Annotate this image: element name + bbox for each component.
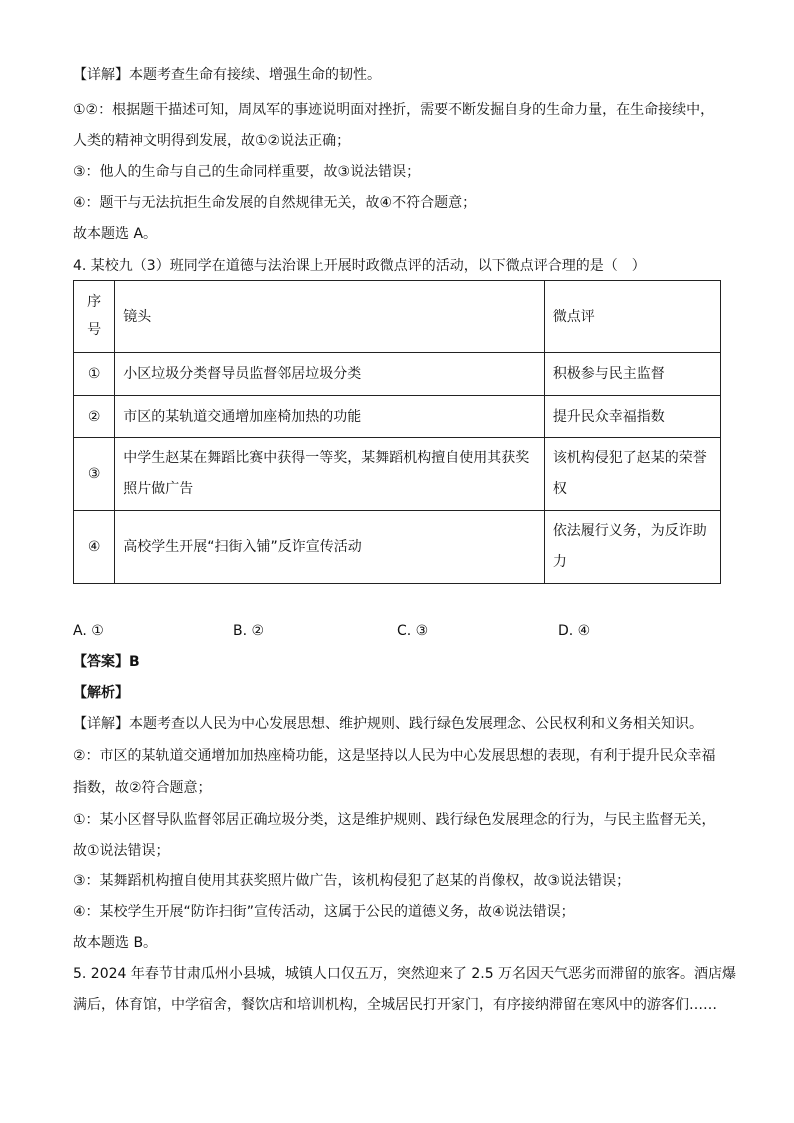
question-4-table (73, 280, 721, 584)
text-line: 满后，体育馆，中学宿舍，餐饮店和培训机构，全城居民打开家门，有序接纳滞留在寒风中的游客们…… (73, 997, 717, 1013)
row-scene: 中学生赵某在舞蹈比赛中获得一等奖，某舞蹈机构擅自使用其获奖照片做广告 (115, 438, 545, 511)
text-line: ①②：根据题干描述可知，周凤军的事迹说明面对挫折，需要不断发掘自身的生命力量，在生命接续中， (73, 102, 715, 118)
option-c: C. ③ (397, 623, 429, 639)
table-row (74, 511, 721, 584)
analysis-label: 【解析】 (73, 685, 129, 701)
row-comment: 积极参与民主监督 (544, 353, 720, 396)
text-line: 【详解】本题考查以人民为中心发展思想、维护规则、践行绿色发展理念、公民权利和义务相关知识。 (73, 716, 703, 732)
header-comment: 微点评 (544, 281, 720, 353)
row-comment: 该机构侵犯了赵某的荣誉权 (544, 438, 720, 511)
text-line: 【详解】本题考查生命有接续、增强生命的韧性。 (73, 67, 381, 83)
text-line: ①：某小区督导队监督邻居正确垃圾分类，这是维护规则、践行绿色发展理念的行为，与民主监督无关， (73, 812, 716, 828)
answer-label: 【答案】B (73, 654, 140, 670)
option-d: D. ④ (558, 623, 591, 639)
header-scene: 镜头 (115, 281, 545, 353)
table-row (74, 396, 721, 438)
text-line: 故①说法错误； (73, 843, 170, 859)
text-line: ③：他人的生命与自己的生命同样重要，故③说法错误； (73, 164, 421, 180)
row-comment: 提升民众幸福指数 (544, 396, 720, 438)
row-comment: 依法履行义务，为反诈助力 (544, 511, 720, 584)
table-row (74, 438, 721, 511)
row-num: ② (74, 396, 115, 438)
text-line: 故本题选 A。 (73, 226, 158, 242)
text-line: 指数，故②符合题意； (73, 780, 212, 796)
option-a: A. ① (73, 623, 104, 639)
text-line: 故本题选 B。 (73, 935, 158, 951)
question-4-stem: 4. 某校九（3）班同学在道德与法治课上开展时政微点评的活动，以下微点评合理的是（ ） (73, 258, 646, 274)
header-num: 序号 (74, 281, 115, 353)
text-line: ④：某校学生开展“防诈扫街”宣传活动，这属于公民的道德义务，故④说法错误； (73, 904, 575, 920)
row-scene: 市区的某轨道交通增加座椅加热的功能 (115, 396, 545, 438)
row-num: ③ (74, 438, 115, 511)
row-scene: 高校学生开展“扫街入铺”反诈宣传活动 (115, 511, 545, 584)
text-line: ④：题干与无法抗拒生命发展的自然规律无关，故④不符合题意； (73, 195, 477, 211)
text-line: 人类的精神文明得到发展，故①②说法正确； (73, 133, 351, 149)
question-5-stem: 5. 2024 年春节甘肃瓜州小县城，城镇人口仅五万，突然迎来了 2.5 万名因天气恶劣而滞留的旅客。酒店爆 (73, 966, 737, 982)
option-b: B. ② (233, 623, 265, 639)
table-row (74, 353, 721, 396)
row-num: ④ (74, 511, 115, 584)
table-header-row (74, 281, 721, 353)
text-line: ②：市区的某轨道交通增加加热座椅功能，这是坚持以人民为中心发展思想的表现，有利于提升民众幸福 (73, 748, 716, 764)
text-line: ③：某舞蹈机构擅自使用其获奖照片做广告，该机构侵犯了赵某的肖像权，故③说法错误； (73, 873, 631, 889)
row-scene: 小区垃圾分类督导员监督邻居垃圾分类 (115, 353, 545, 396)
row-num: ① (74, 353, 115, 396)
